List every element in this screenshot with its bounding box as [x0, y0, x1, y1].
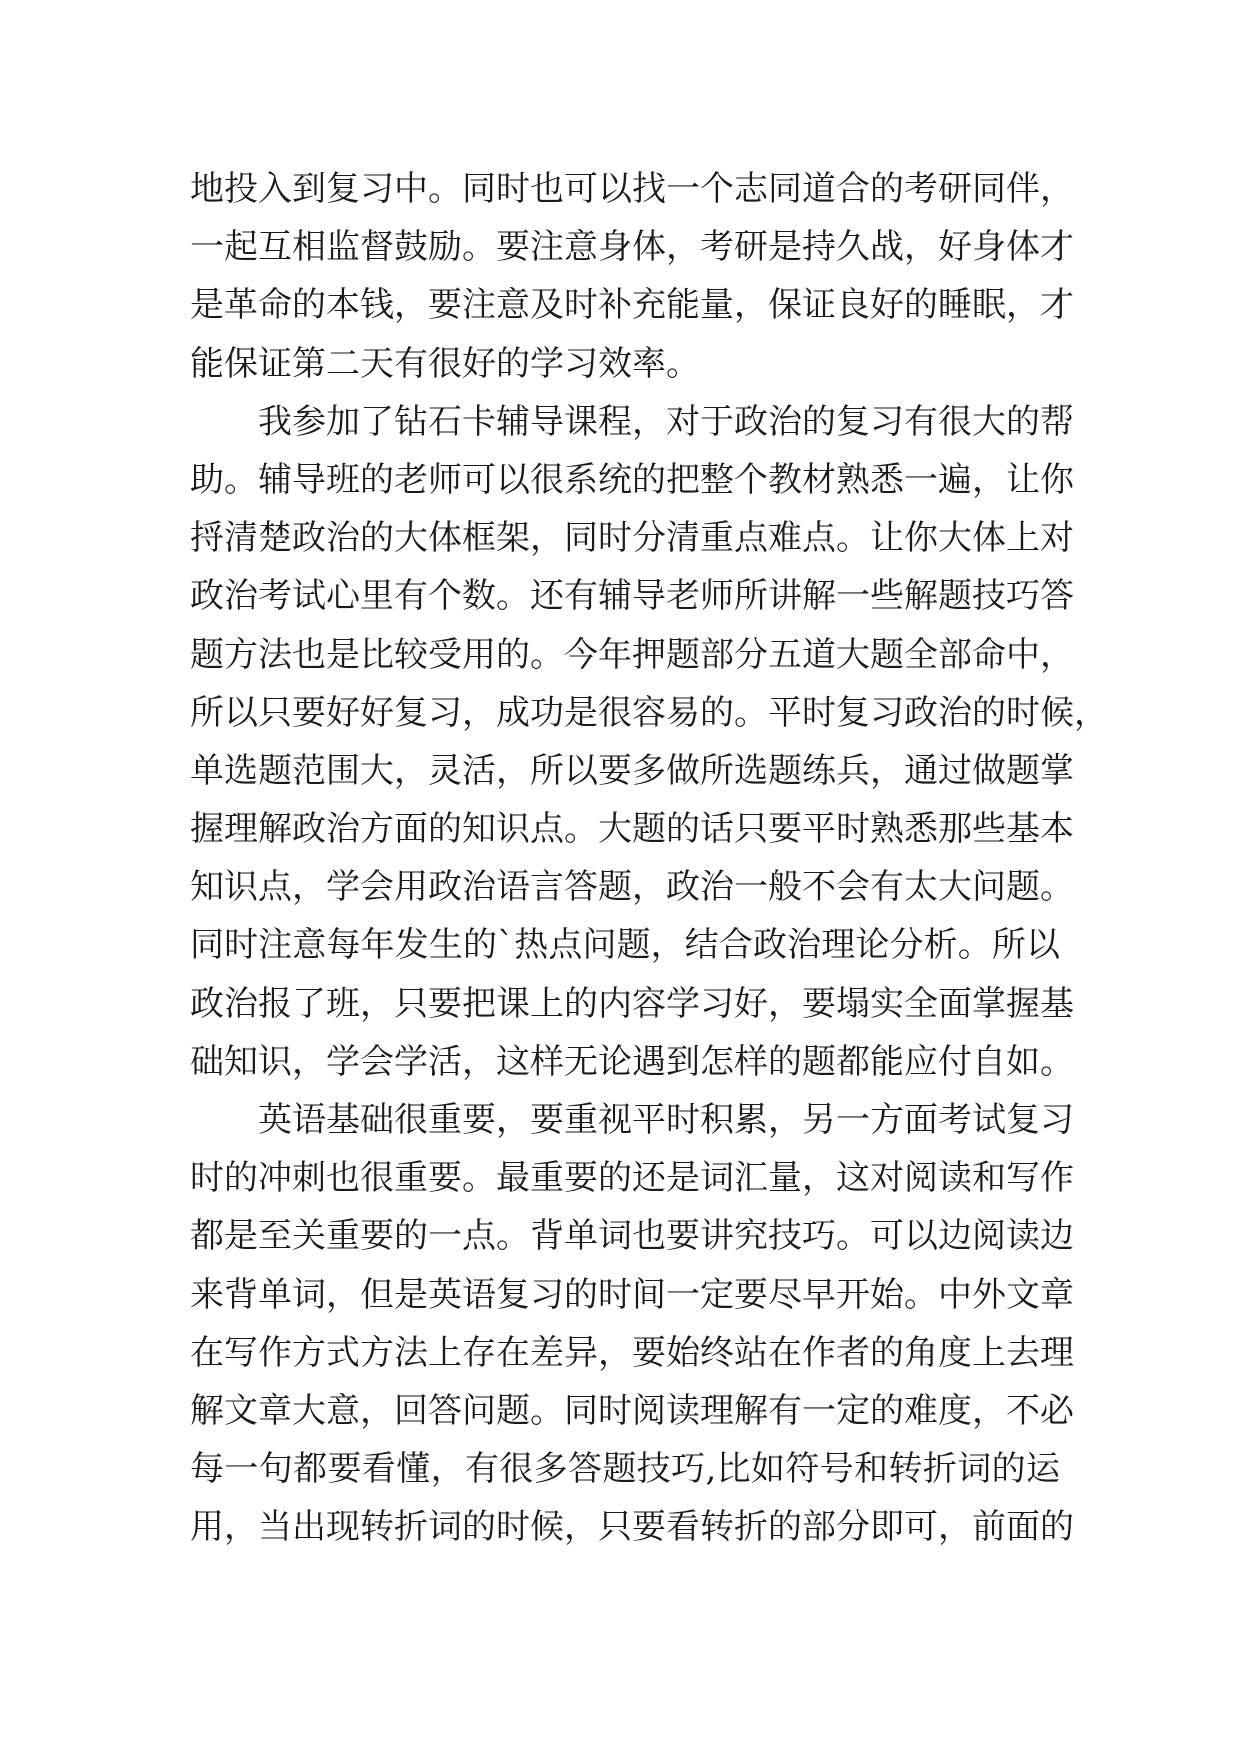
- text-line: 知识点，学会用政治语言答题，政治一般不会有太大问题。: [190, 867, 1074, 908]
- text-line: 地投入到复习中。同时也可以找一个志同道合的考研同伴，: [190, 169, 1074, 209]
- text-line: 都是至关重要的一点。背单词也要讲究技巧。可以边阅读边: [190, 1216, 1074, 1257]
- text-line: 来背单词，但是英语复习的时间一定要尽早开始。中外文章: [190, 1274, 1074, 1315]
- text-line: 础知识，学会学活，这样无论遇到怎样的题都能应付自如。: [190, 1041, 1074, 1082]
- text-line: 是革命的本钱，要注意及时补充能量，保证良好的睡眠，才: [190, 285, 1074, 326]
- text-line: 在写作方式方法上存在差异，要始终站在作者的角度上去理: [190, 1332, 1074, 1373]
- paragraph-2: [190, 393, 1108, 1091]
- text-line: 政治报了班，只要把课上的内容学习好，要塌实全面掌握基: [190, 983, 1074, 1024]
- text-line: 同时注意每年发生的`热点问题，结合政治理论分析。所以: [190, 925, 1060, 966]
- text-line: 能保证第二天有很好的学习效率。: [190, 343, 700, 384]
- text-line: 解文章大意，回答问题。同时阅读理解有一定的难度，不必: [190, 1390, 1074, 1431]
- text-line: 每一句都要看懂，有很多答题技巧,比如符号和转折词的运: [190, 1449, 1060, 1490]
- paragraph-3: [190, 1091, 1074, 1557]
- text-line: 握理解政治方面的知识点。大题的话只要平时熟悉那些基本: [190, 809, 1074, 850]
- text-line: 助。辅导班的老师可以很系统的把整个教材熟悉一遍，让你: [190, 459, 1074, 500]
- text-line: 单选题范围大，灵活，所以要多做所选题练兵，通过做题掌: [190, 750, 1074, 791]
- text-line: 我参加了钻石卡辅导课程，对于政治的复习有很大的帮: [258, 401, 1074, 442]
- text-line: 捋清楚政治的大体框架，同时分清重点难点。让你大体上对: [190, 518, 1074, 559]
- text-line: 用，当出现转折词的时候，只要看转折的部分即可，前面的: [190, 1507, 1074, 1548]
- text-line: 题方法也是比较受用的。今年押题部分五道大题全部命中，: [190, 634, 1074, 675]
- document-body: [190, 160, 1108, 1557]
- text-line: 时的冲刺也很重要。最重要的还是词汇量，这对阅读和写作: [190, 1158, 1074, 1199]
- text-line: 英语基础很重要，要重视平时积累，另一方面考试复习: [258, 1100, 1074, 1140]
- text-line: 政治考试心里有个数。还有辅导老师所讲解一些解题技巧答: [190, 576, 1074, 617]
- text-line: 所以只要好好复习，成功是很容易的。平时复习政治的时候，: [190, 692, 1108, 733]
- paragraph-1: [190, 160, 1074, 393]
- text-line: 一起互相监督鼓励。要注意身体，考研是持久战，好身体才: [190, 227, 1074, 268]
